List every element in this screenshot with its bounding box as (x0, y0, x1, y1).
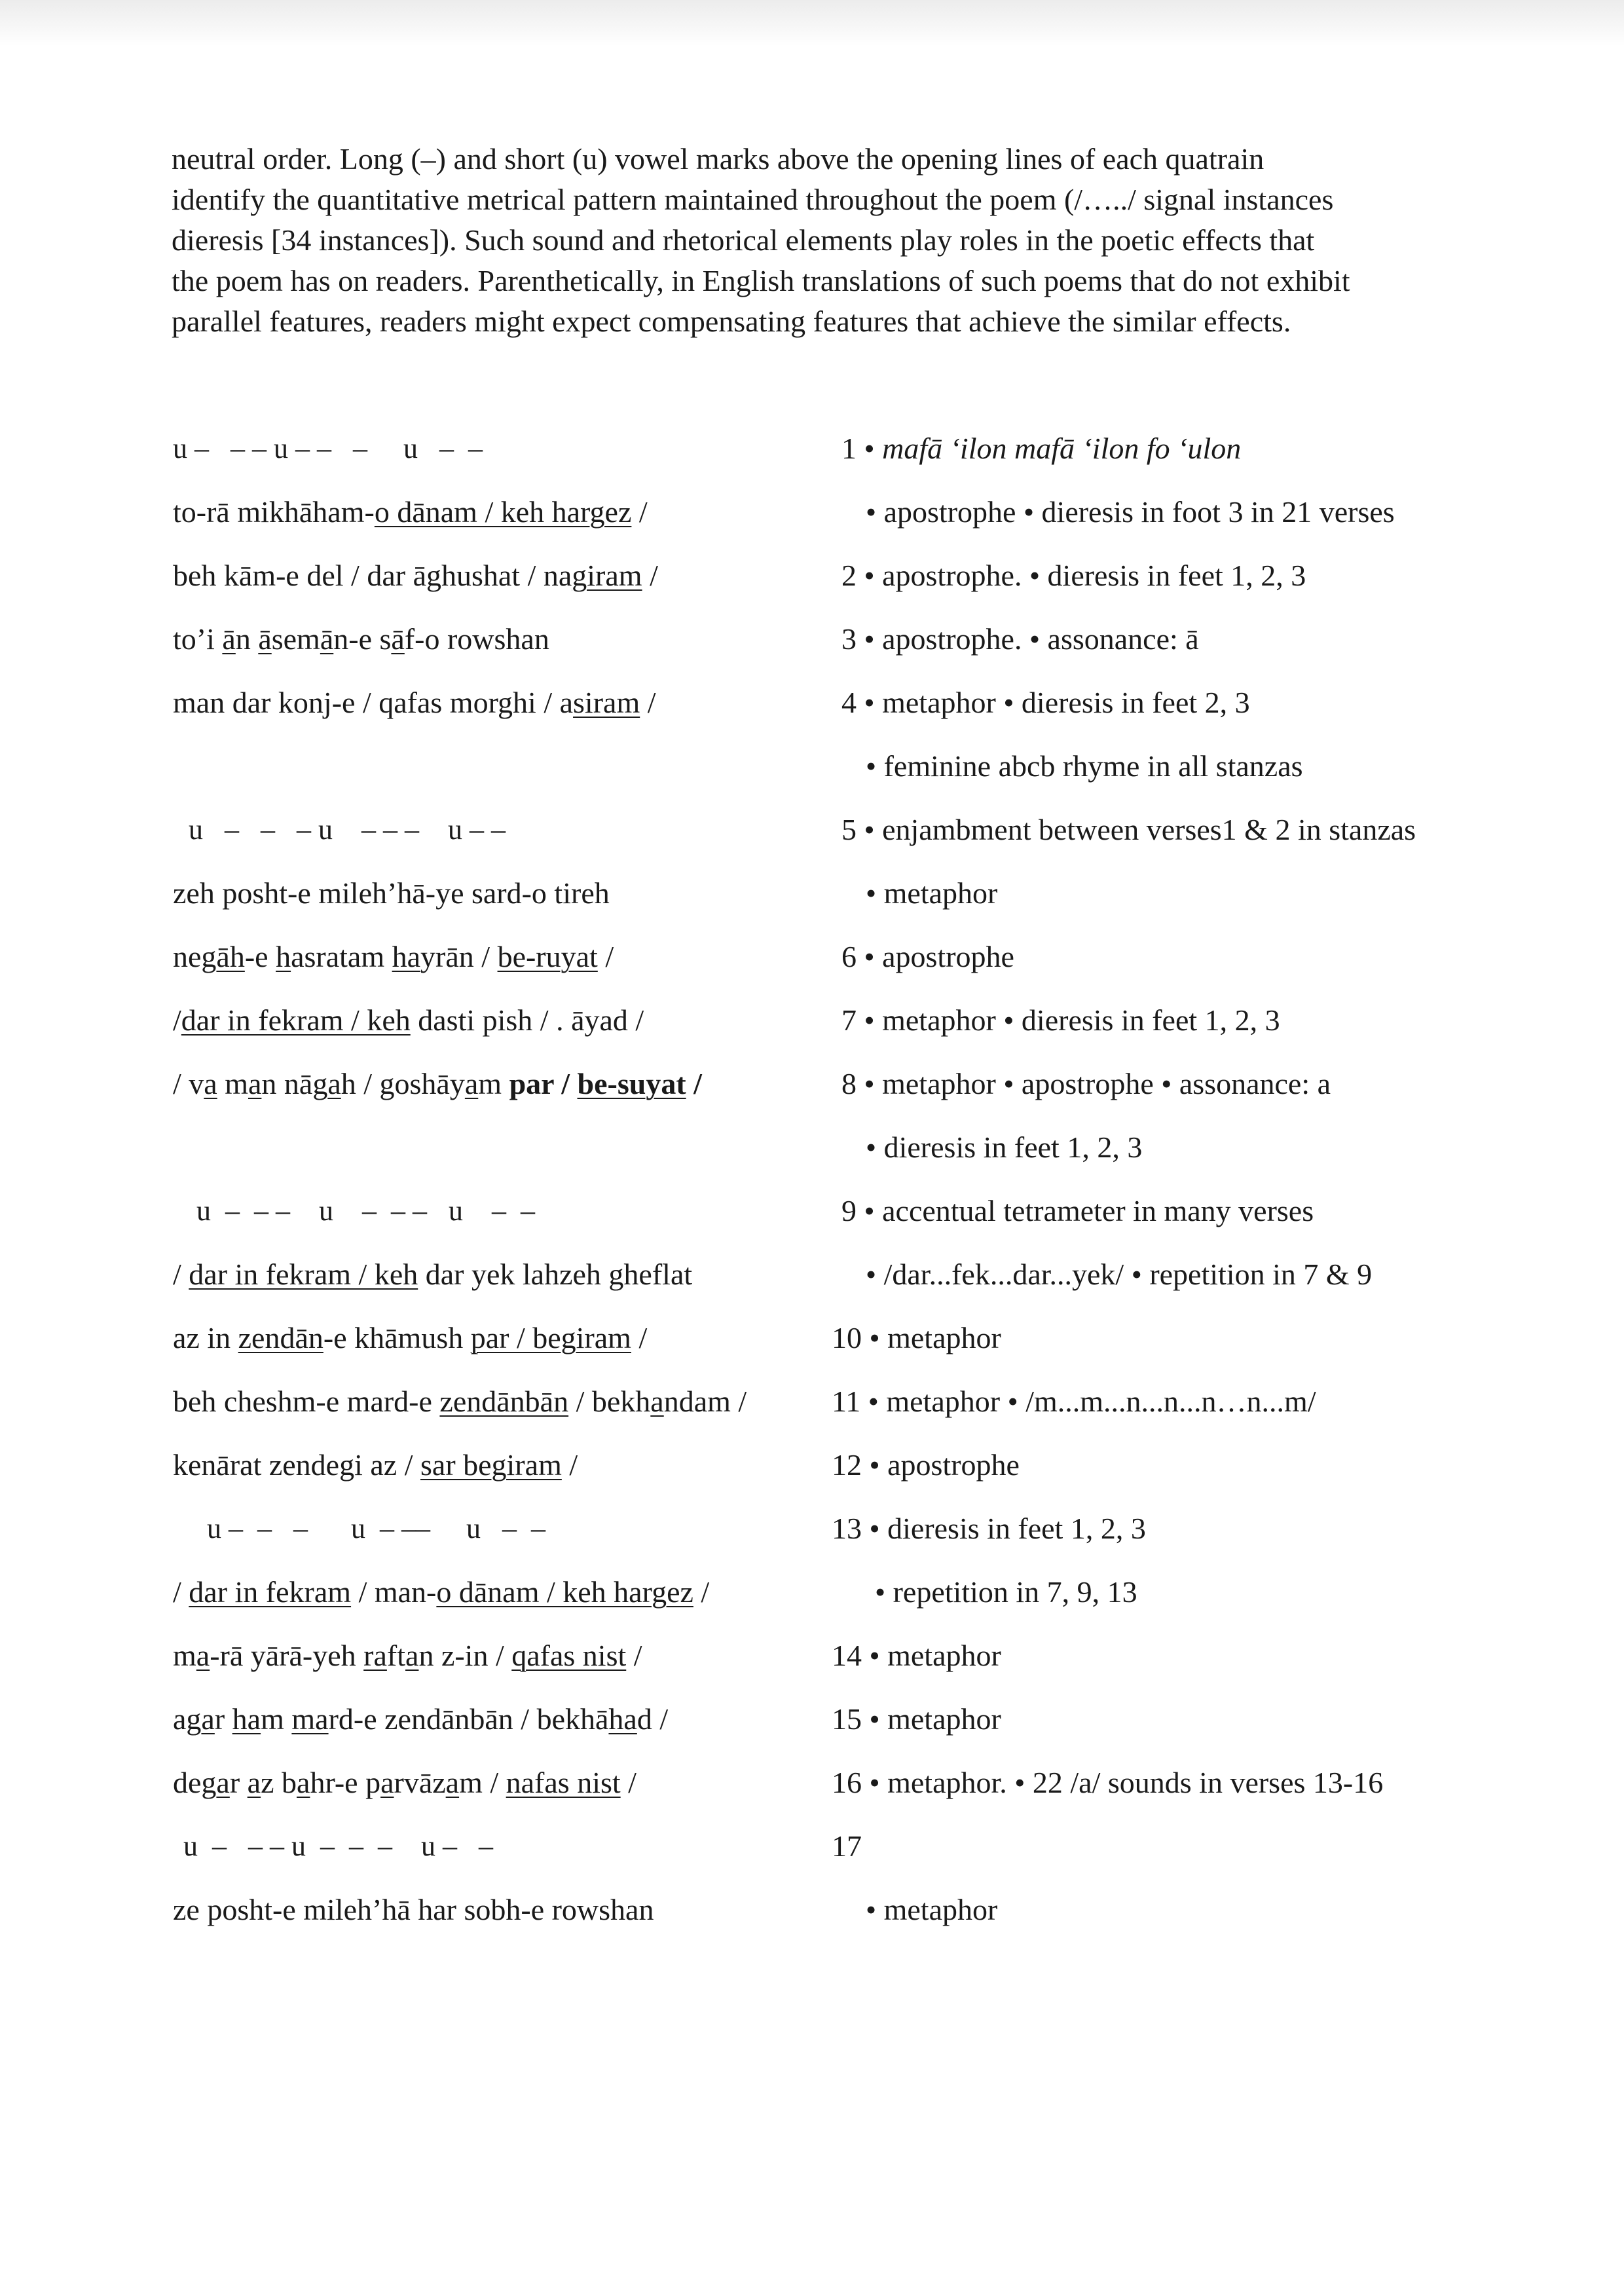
verse-underlined: siram (573, 686, 640, 719)
verse-text: beh cheshm-e mard-e (173, 1385, 440, 1418)
verse-text: r (214, 1702, 232, 1736)
verse-text: / v (173, 1067, 204, 1100)
verse-text: to’i (173, 622, 223, 656)
annotation: 11 • metaphor • /m...m...n...n...n…n...m/ (832, 1385, 1316, 1418)
intro-paragraph (172, 139, 1494, 342)
verse-text: / (631, 1321, 648, 1354)
verse-text: -e khāmush (323, 1321, 471, 1354)
poem-row (0, 683, 1624, 736)
verse-text: / (640, 686, 656, 719)
verse-underlined: ha (232, 1702, 261, 1736)
annotation: • /dar...fek...dar...yek/ • repetition in 7 & 9 (866, 1258, 1373, 1291)
verse-text: beh kām-e del / dar āghushat / na (173, 559, 572, 592)
verse-line (173, 1318, 647, 1358)
intro-line: neutral order. Long (–) and short (u) vowel marks above the opening lines of each quatrain (172, 142, 1264, 176)
verse-underlined: ha (392, 940, 421, 973)
verse-underlined: a (204, 1067, 217, 1100)
verse-text: m / (459, 1766, 506, 1799)
poem-row (0, 1064, 1624, 1117)
meter-marks: u – – – u – –– u – – (207, 1512, 545, 1544)
verse-text: f-o rowshan (404, 622, 549, 656)
intro-line: identify the quantitative metrical pattern maintained throughout the poem (/…../ signal instances (172, 183, 1334, 216)
verse-bold-underlined: be-suyat (577, 1067, 686, 1100)
verse-text: r (229, 1766, 248, 1799)
verse-text: z b (261, 1766, 297, 1799)
verse-underlined: a (464, 1067, 479, 1100)
verse-text: asratam (291, 940, 392, 973)
verse-text: neg (173, 940, 217, 973)
annotation: 4 • metaphor • dieresis in feet 2, 3 (841, 686, 1250, 719)
verse-line: ze posht-e mileh’hā har sobh-e rowshan (173, 1893, 654, 1926)
verse-underlined: dar in fekram (189, 1575, 352, 1609)
verse-line (173, 1001, 644, 1040)
annotation: 14 • metaphor (832, 1639, 1001, 1672)
poem-row (0, 1318, 1624, 1371)
verse-text: m (173, 1639, 196, 1672)
verse-underlined: ha (608, 1702, 637, 1736)
poem-row (0, 937, 1624, 990)
verse-underlined: a (248, 1067, 262, 1100)
verse-underlined: nafas nist (506, 1766, 621, 1799)
verse-underlined: āh (216, 940, 245, 973)
verse-underlined: a (196, 1639, 210, 1672)
intro-line: parallel features, readers might expect compensating features that achieve the similar effects. (172, 305, 1291, 338)
verse-underlined: be-ruyat (497, 940, 598, 973)
annotation: 12 • apostrophe (832, 1448, 1020, 1482)
verse-text: ft (386, 1639, 406, 1672)
verse-text: / (173, 1258, 189, 1291)
verse-text: m (478, 1067, 509, 1100)
verse-line (173, 1763, 637, 1802)
verse-text: hr-e p (310, 1766, 381, 1799)
verse-line (173, 1255, 692, 1294)
verse-text: n z-in / (418, 1639, 512, 1672)
verse-underlined: ā (222, 622, 236, 656)
verse-line (173, 1382, 747, 1421)
verse-text: / man- (351, 1575, 437, 1609)
verse-underlined: dar in fekram / keh (189, 1258, 418, 1291)
poem-row (0, 429, 1624, 481)
verse-line (173, 937, 614, 977)
verse-underlined: a (297, 1766, 310, 1799)
annotation: 7 • metaphor • dieresis in feet 1, 2, 3 (841, 1003, 1280, 1037)
verse-underlined: h (276, 940, 291, 973)
verse-line (173, 620, 549, 659)
verse-text: -rā yārā-yeh (210, 1639, 364, 1672)
annotation: • feminine abcb rhyme in all stanzas (866, 749, 1303, 783)
verse-underlined: a (445, 1766, 460, 1799)
poem-row (0, 493, 1624, 545)
annotation: 17 (832, 1829, 862, 1863)
poem-row (0, 747, 1624, 799)
verse-text: man dar konj-e / qafas morghi / a (173, 686, 574, 719)
verse-bold: / (686, 1067, 702, 1100)
verse-underlined: dar in fekram / keh (181, 1003, 411, 1037)
poem-row (0, 1128, 1624, 1180)
verse-text: / (597, 940, 614, 973)
poem-row (0, 1382, 1624, 1434)
verse-text: rvāz (394, 1766, 446, 1799)
verse-underlined: ma (291, 1702, 329, 1736)
verse-text: n-e s (333, 622, 392, 656)
verse-text: / (173, 1575, 189, 1609)
verse-bold: par / (509, 1067, 578, 1100)
verse-underlined: a (201, 1702, 215, 1736)
annotation: 8 • metaphor • apostrophe • assonance: a (841, 1067, 1331, 1100)
verse-text: h / goshāy (341, 1067, 465, 1100)
verse-line: zeh posht-e mileh’hā-ye sard-o tireh (173, 876, 610, 910)
verse-line (173, 556, 658, 595)
verse-text: dasti pish / . āyad / (410, 1003, 644, 1037)
verse-text: / (642, 559, 658, 592)
annotation: • dieresis in feet 1, 2, 3 (866, 1130, 1143, 1164)
scan-shadow (0, 0, 1624, 46)
poem-row (0, 1573, 1624, 1625)
verse-underlined: qafas nist (511, 1639, 627, 1672)
verse-underlined: o dānam / keh hargez (436, 1575, 693, 1609)
verse-line (173, 1573, 709, 1612)
verse-line (173, 1446, 578, 1485)
verse-line (173, 683, 656, 722)
poem-row (0, 1700, 1624, 1752)
verse-text: m (217, 1067, 248, 1100)
poem-row (0, 556, 1624, 608)
verse-text: d / (637, 1702, 669, 1736)
verse-text: / (693, 1575, 710, 1609)
verse-line (173, 493, 648, 532)
annotation (841, 429, 1241, 468)
verse-underlined: zendān (238, 1321, 323, 1354)
meter-marks: u – – – u – – – u – – (183, 1830, 493, 1862)
verse-underlined: ra (363, 1639, 387, 1672)
verse-text: az in (173, 1321, 238, 1354)
poem-row (0, 1255, 1624, 1307)
meter-marks: u – – – u – – – u – – (196, 1195, 535, 1227)
verse-line (173, 1700, 668, 1739)
verse-underlined: ā (320, 622, 334, 656)
meter-marks: u – – – u – – – u – – (189, 813, 506, 846)
verse-text: m (261, 1702, 292, 1736)
verse-text: -e (244, 940, 276, 973)
annotation: • repetition in 7, 9, 13 (875, 1575, 1137, 1609)
poem-row (0, 810, 1624, 863)
verse-text: / (561, 1448, 578, 1482)
poem-row (0, 1191, 1624, 1244)
verse-underlined: giram (572, 559, 642, 592)
poem-row (0, 1763, 1624, 1816)
verse-text: / (626, 1639, 642, 1672)
verse-text: n nāg (261, 1067, 328, 1100)
poem-row (0, 1636, 1624, 1689)
verse-text: / bekh (568, 1385, 651, 1418)
poem-row (0, 1446, 1624, 1498)
verse-underlined: a (405, 1639, 419, 1672)
poem-row (0, 1001, 1624, 1053)
verse-underlined: zendānbān (439, 1385, 569, 1418)
verse-underlined: a (650, 1385, 664, 1418)
verse-text: ag (173, 1702, 202, 1736)
annotation: 3 • apostrophe. • assonance: ā (841, 622, 1199, 656)
verse-underlined: a (247, 1766, 261, 1799)
annotation: 15 • metaphor (832, 1702, 1001, 1736)
annotation: 5 • enjambment between verses1 & 2 in stanzas (841, 813, 1416, 846)
verse-text: ndam / (663, 1385, 747, 1418)
verse-underlined: a (216, 1766, 230, 1799)
annotation: • metaphor (866, 876, 998, 910)
verse-text: rd-e zendānbān / bekhā (328, 1702, 609, 1736)
verse-text: yrān / (420, 940, 498, 973)
meter-marks: u – – – u – – – u – – (173, 432, 483, 464)
annotation-number: 1 • (841, 432, 875, 465)
annotation: 16 • metaphor. • 22 /a/ sounds in verses 13-16 (832, 1766, 1384, 1799)
annotation: 6 • apostrophe (841, 940, 1014, 973)
verse-text: / (631, 495, 648, 529)
poem-row (0, 1890, 1624, 1943)
verse-text: / (173, 1003, 181, 1037)
verse-line (173, 1064, 702, 1104)
annotation: 10 • metaphor (832, 1321, 1001, 1354)
verse-text: kenārat zendegi az / (173, 1448, 420, 1482)
verse-underlined: o dānam / keh hargez (374, 495, 632, 529)
verse-underlined: par / begiram (470, 1321, 631, 1354)
intro-line: dieresis [34 instances]). Such sound and rhetorical elements play roles in the poetic effects that (172, 223, 1315, 257)
annotation: 13 • dieresis in feet 1, 2, 3 (832, 1512, 1146, 1545)
poem-row (0, 1509, 1624, 1561)
verse-underlined: a (380, 1766, 394, 1799)
poem-row (0, 1827, 1624, 1879)
annotation: 9 • accentual tetrameter in many verses (841, 1194, 1314, 1227)
verse-text: to-rā mikhāham- (173, 495, 375, 529)
annotation: • metaphor (866, 1893, 998, 1926)
verse-text: / (620, 1766, 637, 1799)
meter-name: mafā ‘ilon mafā ‘ilon fo ‘ulon (882, 432, 1242, 465)
poem-row (0, 874, 1624, 926)
verse-underlined: ā (258, 622, 272, 656)
annotation: • apostrophe • dieresis in foot 3 in 21 verses (866, 495, 1395, 529)
verse-underlined: ā (391, 622, 405, 656)
verse-text: n (235, 622, 259, 656)
annotation: 2 • apostrophe. • dieresis in feet 1, 2, 3 (841, 559, 1306, 592)
verse-line (173, 1636, 642, 1675)
verse-text: dar yek lahzeh gheflat (418, 1258, 693, 1291)
verse-underlined: a (327, 1067, 341, 1100)
intro-line: the poem has on readers. Parenthetically, in English translations of such poems that do not exhibit (172, 264, 1350, 297)
verse-text: deg (173, 1766, 217, 1799)
verse-text: sem (271, 622, 320, 656)
poem-row (0, 620, 1624, 672)
verse-underlined: sar begiram (420, 1448, 562, 1482)
